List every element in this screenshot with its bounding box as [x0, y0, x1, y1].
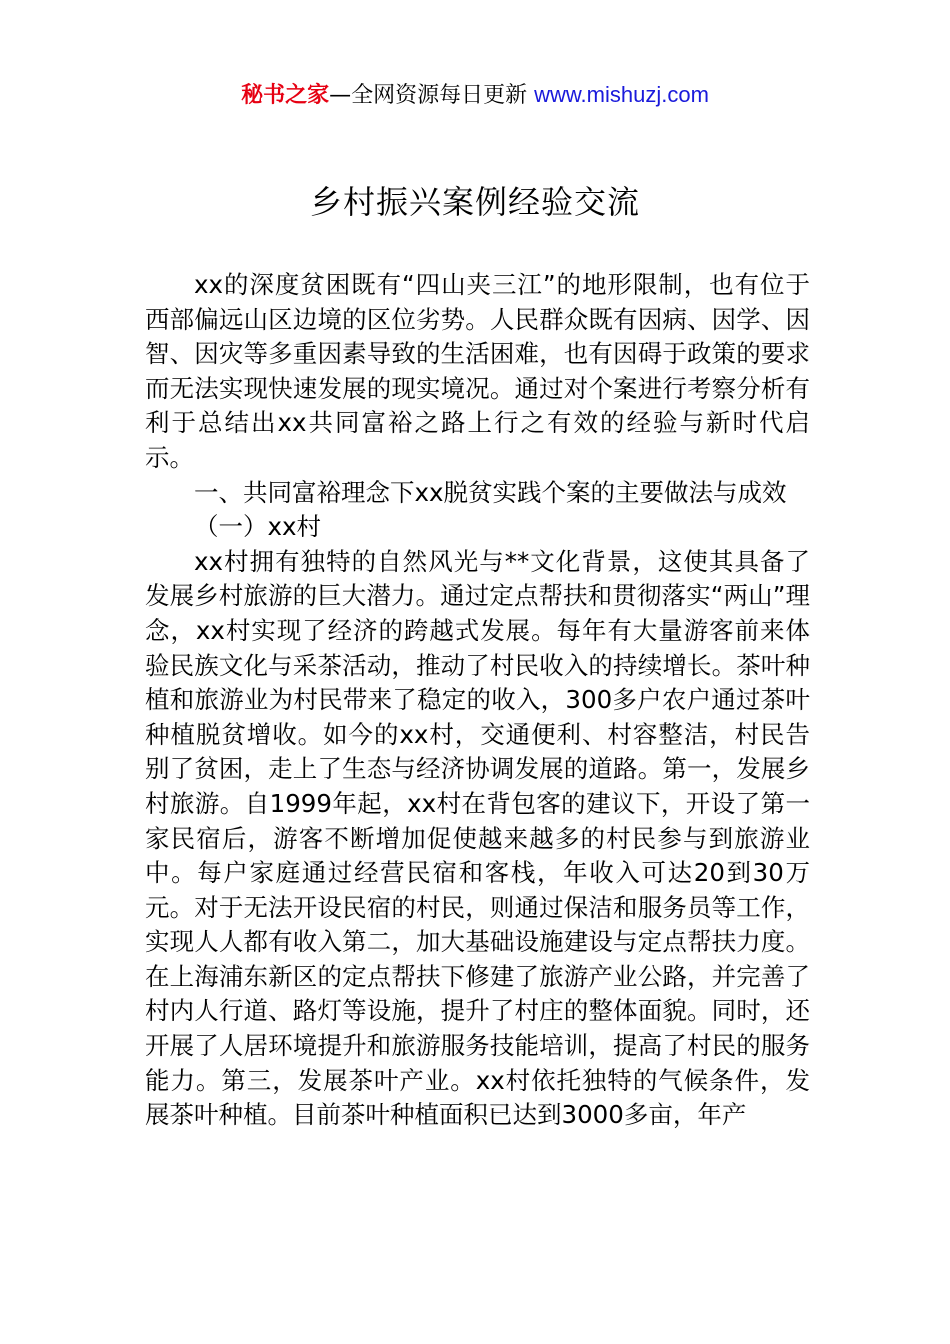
document-body	[145, 268, 810, 1133]
subsection-heading: （一）xx村	[194, 512, 321, 542]
body-paragraph: xx村拥有独特的自然风光与**文化背景，这使其具备了发展乡村旅游的巨大潜力。通过定点帮扶和贯彻落实“两山”理念，xx村实现了经济的跨越式发展。每年有大量游客前来体验民族文化与采茶活动，推动了村民收入的持续增长。茶叶种植和旅游业为村民带来了稳定的收入，300多户农户通过茶叶种植脱贫增收。如今的xx村，交通便利、村容整洁，村民告别了贫困，走上了生态与经济协调发展的道路。第一，发展乡村旅游。自1999年起，xx村在背包客的建议下，开设了第一家民宿后，游客不断增加促使越来越多的村民参与到旅游业中。每户家庭通过经营民宿和客栈，年收入可达20到30万元。对于无法开设民宿的村民，则通过保洁和服务员等工作，实现人人都有收入第二，加大基础设施建设与定点帮扶力度。在上海浦东新区的定点帮扶下修建了旅游产业公路，并完善了村内人行道、路灯等设施，提升了村庄的整体面貌。同时，还开展了人居环境提升和旅游服务技能培训，提高了村民的服务能力。第三，发展茶叶产业。xx村依托独特的气候条件，发展茶叶种植。目前茶叶种植面积已达到3000多亩，年产	[145, 546, 810, 1130]
document-title: 乡村振兴案例经验交流	[309, 183, 640, 221]
site-header	[0, 80, 950, 111]
site-slogan: —全网资源每日更新	[329, 83, 535, 108]
site-url-link[interactable]: www.mishuzj.com	[534, 82, 709, 107]
site-name: 秘书之家	[241, 83, 330, 108]
section-heading: 一、共同富裕理念下xx脱贫实践个案的主要做法与成效	[194, 477, 787, 507]
intro-paragraph: xx的深度贫困既有“四山夹三江”的地形限制，也有位于西部偏远山区边境的区位劣势。人民群众既有因病、因学、因智、因灾等多重因素导致的生活困难，也有因碍于政策的要求而无法实现快速发展的现实境况。通过对个案进行考察分析有利于总结出xx共同富裕之路上行之有效的经验与新时代启示。	[145, 270, 810, 472]
